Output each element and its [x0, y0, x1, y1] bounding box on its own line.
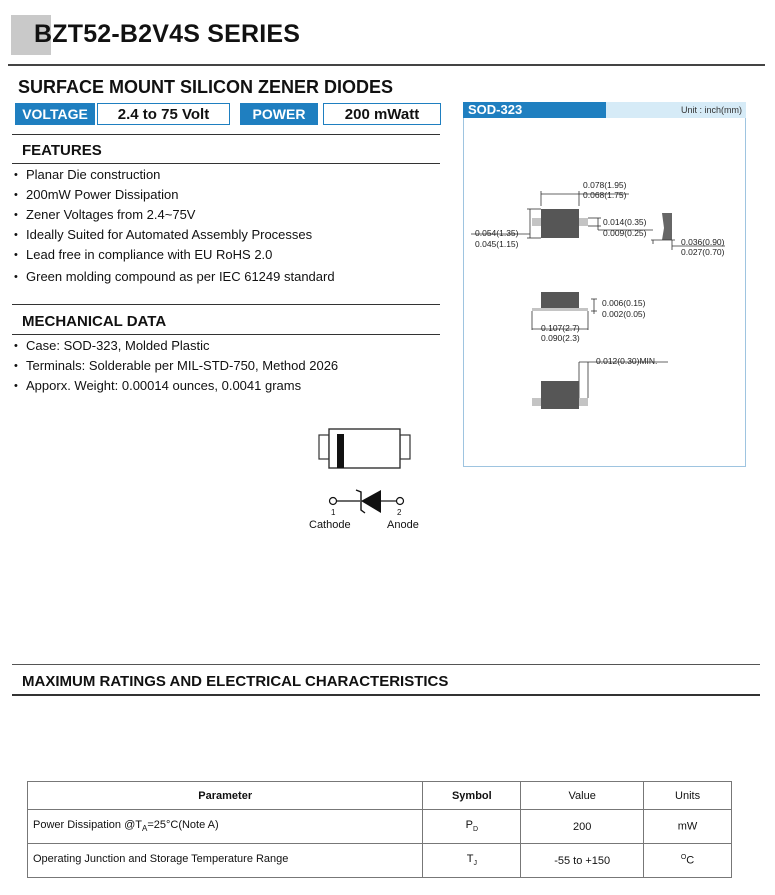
unit-cell: mW — [644, 810, 732, 844]
param-cell: Power Dissipation $@T_A=25^\circ C(Note$ A) — [28, 810, 423, 844]
power-label: POWER — [240, 103, 318, 125]
dim-width-min: 0.045(1.15) — [475, 239, 519, 249]
power-value: 200 mWatt — [323, 103, 441, 125]
unit-cell: $^O$C — [644, 844, 732, 878]
value-cell: -55 to +150 — [521, 844, 644, 878]
page-title: BZT52-B2V4S SERIES — [34, 20, 301, 48]
package-drawing — [463, 118, 746, 467]
dim-height-max: 0.036(0.90) — [681, 237, 725, 247]
package-unit: Unit : inch(mm) — [606, 102, 746, 118]
anode-label: Anode — [387, 519, 419, 531]
title-divider — [8, 64, 765, 66]
col-value: Value — [521, 782, 644, 810]
bottom-view — [532, 362, 668, 409]
voltage-value: 2.4 to 75 Volt — [97, 103, 230, 125]
ratings-bottom-rule — [12, 694, 760, 696]
ratings-top-rule — [12, 664, 760, 665]
param-cell: Operating Junction and Storage Temperature Range — [28, 844, 423, 878]
dim-overall-max: 0.107(2.7) — [541, 323, 580, 333]
dim-width-max: 0.054(1.35) — [475, 228, 519, 238]
feature-item: • 200mW Power Dissipation — [14, 185, 444, 205]
dim-overall-min: 0.090(2.3) — [541, 333, 580, 343]
features-bottom-rule — [12, 163, 440, 164]
feature-item: • Lead free in compliance with EU RoHS 2.0 — [14, 245, 444, 265]
symbol-cell: $T_J$ — [423, 844, 521, 878]
symbol-cell: $P_D$ — [423, 810, 521, 844]
mechanical-item: • Apporx. Weight: 0.00014 ounces, 0.0041 grams — [14, 376, 444, 396]
feature-item: • Ideally Suited for Automated Assembly Processes — [14, 225, 444, 245]
features-heading: FEATURES — [22, 142, 102, 159]
product-subtitle: SURFACE MOUNT SILICON ZENER DIODES — [18, 77, 394, 97]
package-name: SOD-323 — [463, 102, 606, 118]
features-list — [14, 165, 444, 287]
feature-item: • Zener Voltages from 2.4~75V — [14, 205, 444, 225]
table-header-row — [28, 782, 732, 810]
diode-package-icon — [318, 425, 412, 475]
pin1-label: 1 — [331, 508, 336, 517]
dim-leadt-min: 0.002(0.05) — [602, 309, 646, 319]
pin2-label: 2 — [397, 508, 402, 517]
dim-height-min: 0.027(0.70) — [681, 247, 725, 257]
mechanical-bottom-rule — [12, 334, 440, 335]
ratings-table — [27, 781, 732, 878]
mechanical-item: • Terminals: Solderable per MIL-STD-750, Method 2026 — [14, 356, 444, 376]
dim-leadw-max: 0.014(0.35) — [603, 217, 647, 227]
feature-item: • Planar Die construction — [14, 165, 444, 185]
feature-item: • Green molding compound as per IEC 61249 standard — [14, 267, 444, 287]
cathode-label: Cathode — [309, 519, 351, 531]
col-units: Units — [644, 782, 732, 810]
col-parameter: Parameter — [28, 782, 423, 810]
mechanical-heading: MECHANICAL DATA — [22, 313, 167, 330]
ratings-heading: MAXIMUM RATINGS AND ELECTRICAL CHARACTERISTICS — [22, 673, 449, 690]
col-symbol: Symbol — [423, 782, 521, 810]
dim-length-max: 0.078(1.95) — [583, 180, 627, 190]
dim-leadt-max: 0.006(0.15) — [602, 298, 646, 308]
mechanical-list — [14, 336, 444, 396]
mechanical-top-rule — [12, 304, 440, 305]
features-top-rule — [12, 134, 440, 135]
table-row — [28, 844, 732, 878]
dim-pad-min: 0.012(0.30)MIN. — [596, 356, 658, 366]
voltage-label: VOLTAGE — [15, 103, 95, 125]
value-cell: 200 — [521, 810, 644, 844]
mechanical-item: • Case: SOD-323, Molded Plastic — [14, 336, 444, 356]
dim-length-min: 0.068(1.75) — [583, 190, 627, 200]
dim-leadw-min: 0.009(0.25) — [603, 228, 647, 238]
table-row — [28, 810, 732, 844]
